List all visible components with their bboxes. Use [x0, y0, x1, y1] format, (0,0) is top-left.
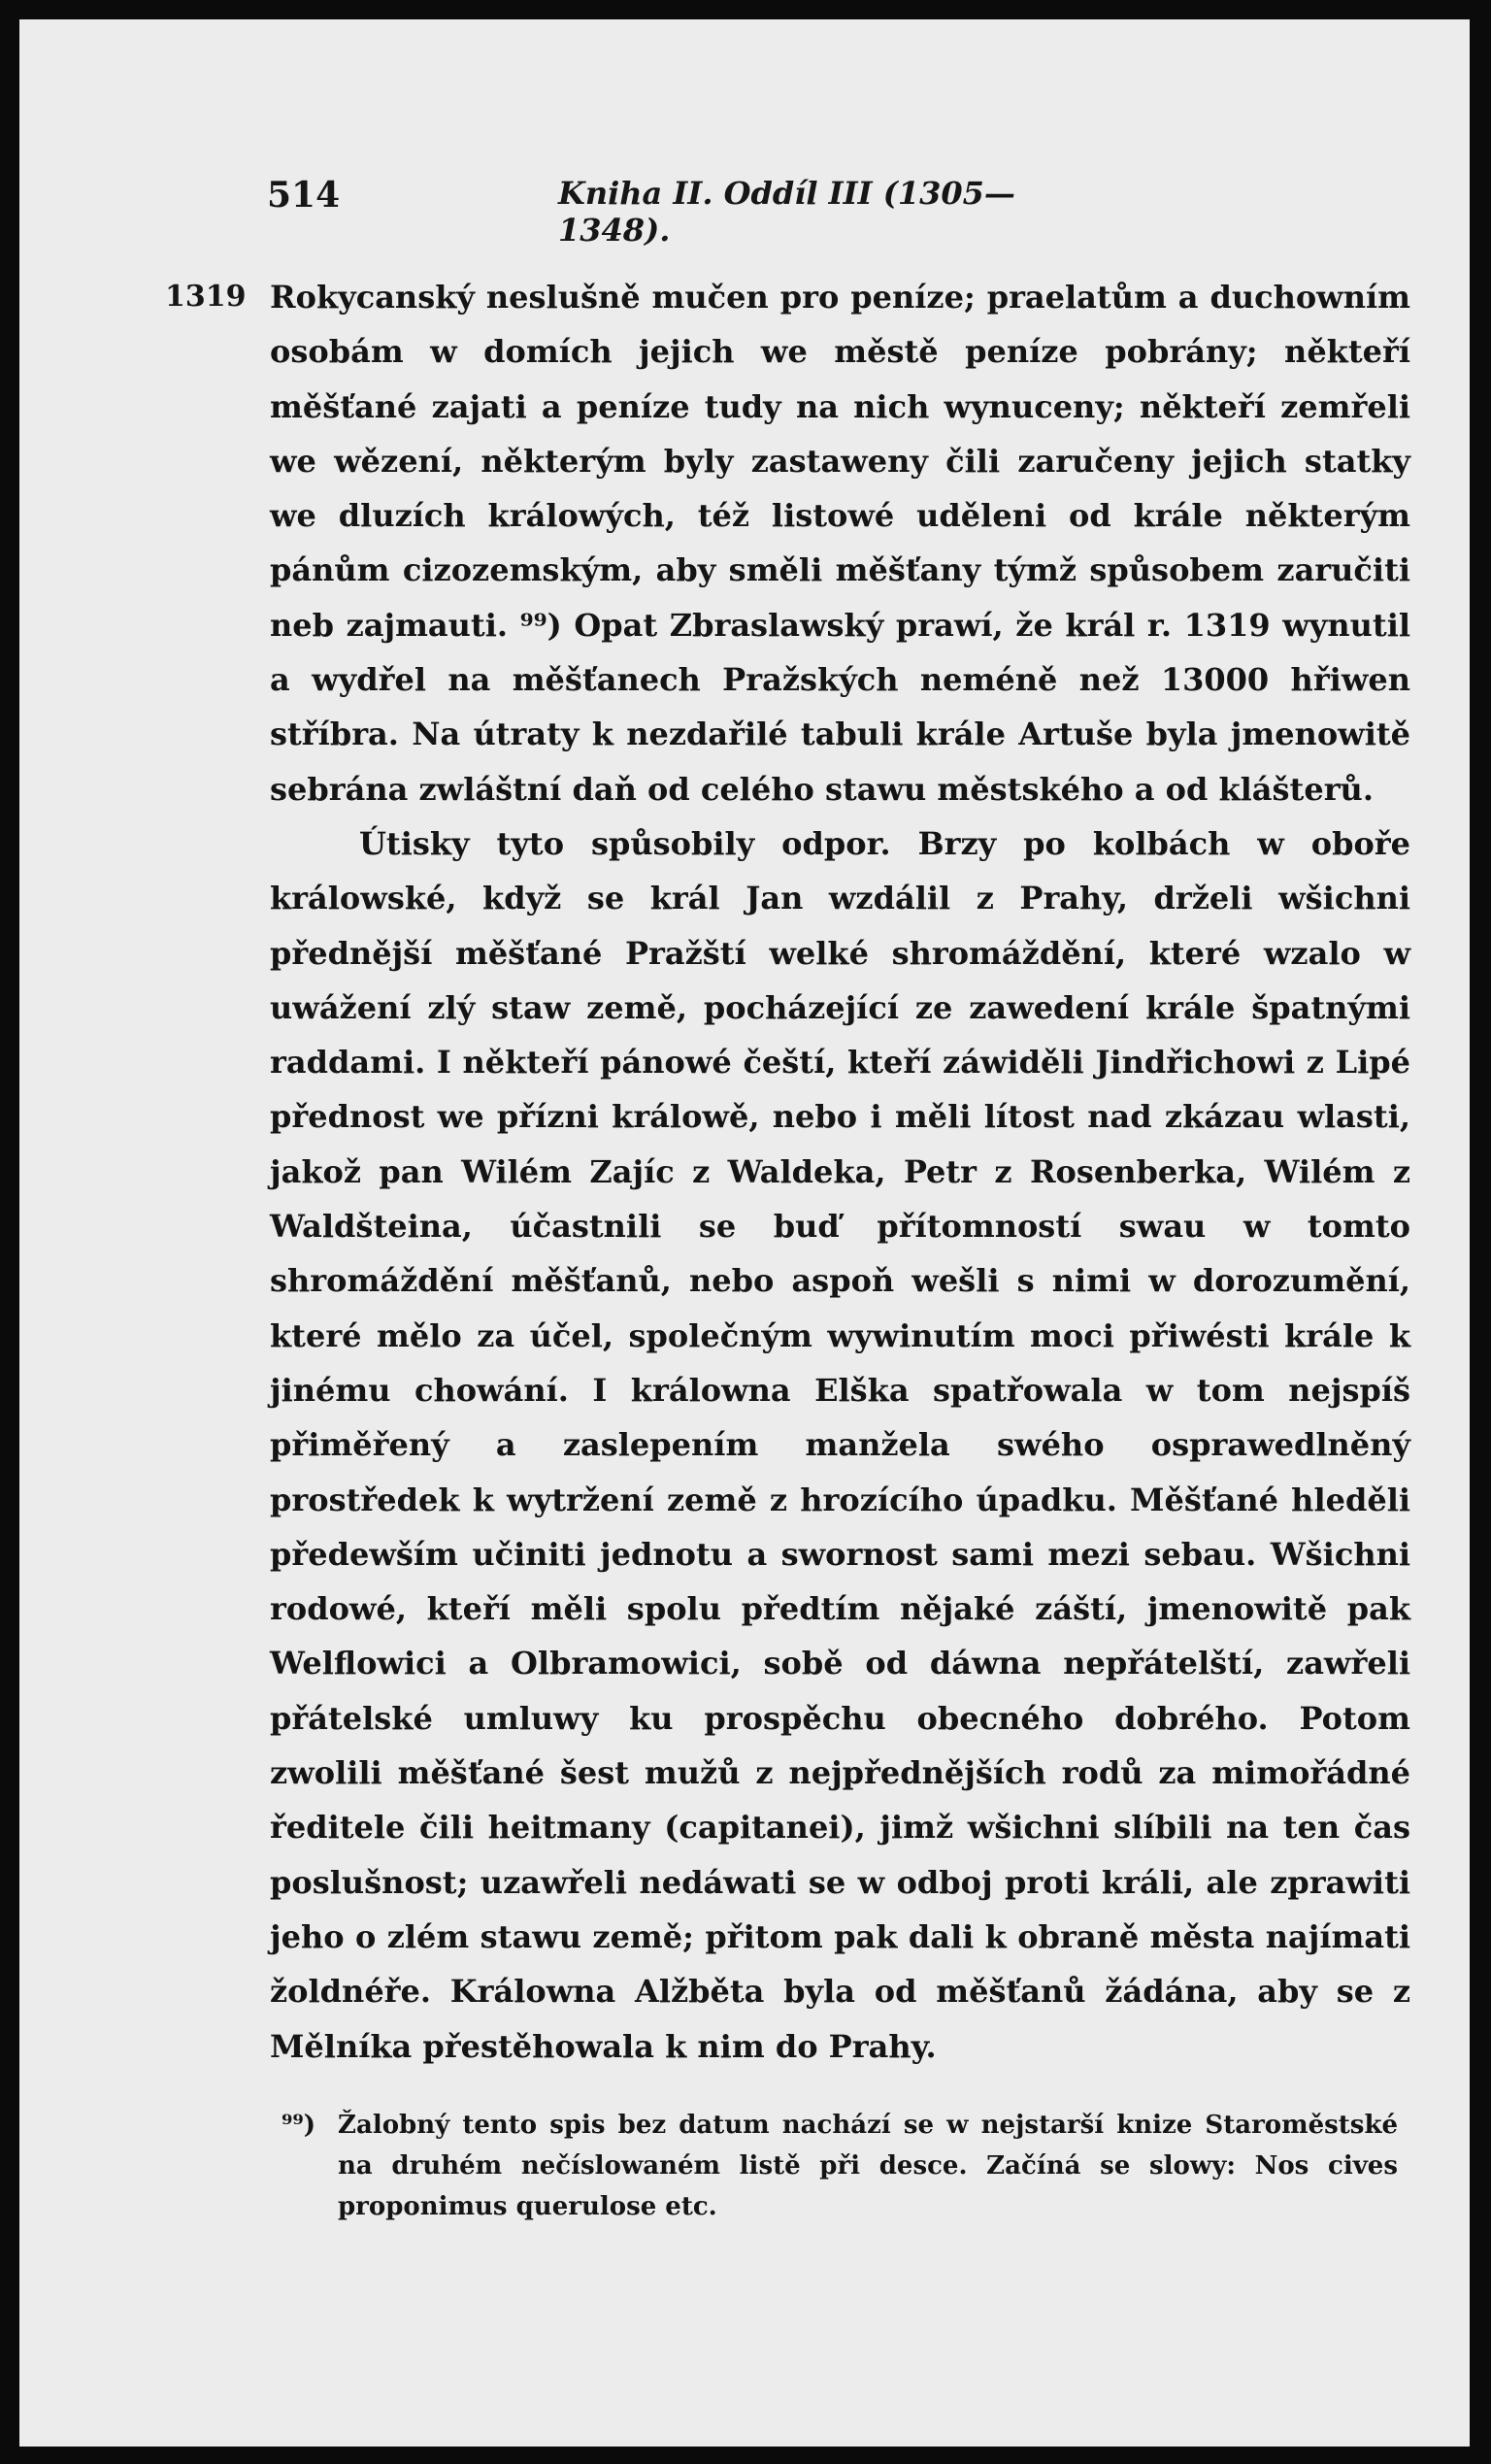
paragraph: Rokycanský neslušně mučen pro peníze; praelatům a duchowním osobám w domích jejich we městě peníze pobrány; někteří měšťané zajati a peníze tudy na nich wynuceny; někteří zemřeli we wězení, některým byly zastaweny čili zaručeny jejich statky we dluzích králowých, též listowé uděleni od krále některým pánům cizozemským, aby směli měšťany týmž spůsobem zaručiti neb zajmauti. ⁹⁹) Opat Zbraslawský prawí, že král r. 1319 wynutil a wydřel na měšťanech Pražských neméně než 13000 hřiwen stříbra. Na útraty k nezdařilé tabuli krále Artuše byla jmenowitě sebrána zwláštní daň od celého stawu městského a od klášterů. — [270, 279, 1410, 808]
page-number: 514 — [267, 175, 341, 216]
running-title: Kniha II. Oddíl III (1305—1348). — [558, 175, 1015, 249]
footnote — [282, 2105, 1398, 2227]
footnote-mark: ⁹⁹) — [282, 2111, 316, 2140]
paragraph: Útisky tyto spůsobily odpor. Brzy po kolbách w oboře králowské, když se král Jan wzdálil z Prahy, drželi wšichni přednější měšťané Pražští welké shromáždění, které wzalo w uwážení zlý staw země, pocházející ze zawedení krále špatnými raddami. I někteří pánowé čeští, kteří záwiděli Jindřichowi z Lipé přednost we přízni králowě, nebo i měli lítost nad zkázau wlasti, jakož pan Wilém Zajíc z Waldeka, Petr z Rosenberka, Wilém z Waldšteina, účastnili se buď přítomností swau w tomto shromáždění měšťanů, nebo aspoň wešli s nimi w dorozumění, které mělo za účel, společným wywinutím moci přiwésti krále k jinému chowání. I králowna Elška spatřowala w tom nejspíš přiměřený a zaslepením manžela swého osprawedlněný prostředek k wytržení země z hrozícího úpadku. Měšťané hleděli předewším učiniti jednotu a swornost sami mezi sebau. Wšichni rodowé, kteří měli spolu předtím nějaké záští, jmenowitě pak Welflowici a Olbramowici, sobě od dáwna nepřátelští, zawřeli přátelské umluwy ku prospěchu obecného dobrého. Potom zwolili měšťané šest mužů z nejpřednějších rodů za mimořádné ředitele čili heitmany (capitanei), jimž wšichni slíbili na ten čas poslušnost; uzawřeli nedáwati se w odboj proti králi, ale zprawiti jeho o zlém stawu země; přitom pak dali k obraně města najímati žoldnéře. Králowna Alžběta byla od měšťanů žádána, aby se z Mělníka přestěhowala k nim do Prahy. — [270, 824, 1410, 2065]
margin-year: 1319 — [165, 280, 247, 314]
page-header — [267, 165, 1111, 249]
footnote-text: Žalobný tento spis bez datum nachází se w nejstarší knize Staroměstské na druhém nečíslowaném listě při desce. Začíná se slowy: Nos cives proponimus querulose etc. — [338, 2111, 1398, 2221]
book-page — [19, 19, 1470, 2447]
main-text — [270, 270, 1410, 2074]
